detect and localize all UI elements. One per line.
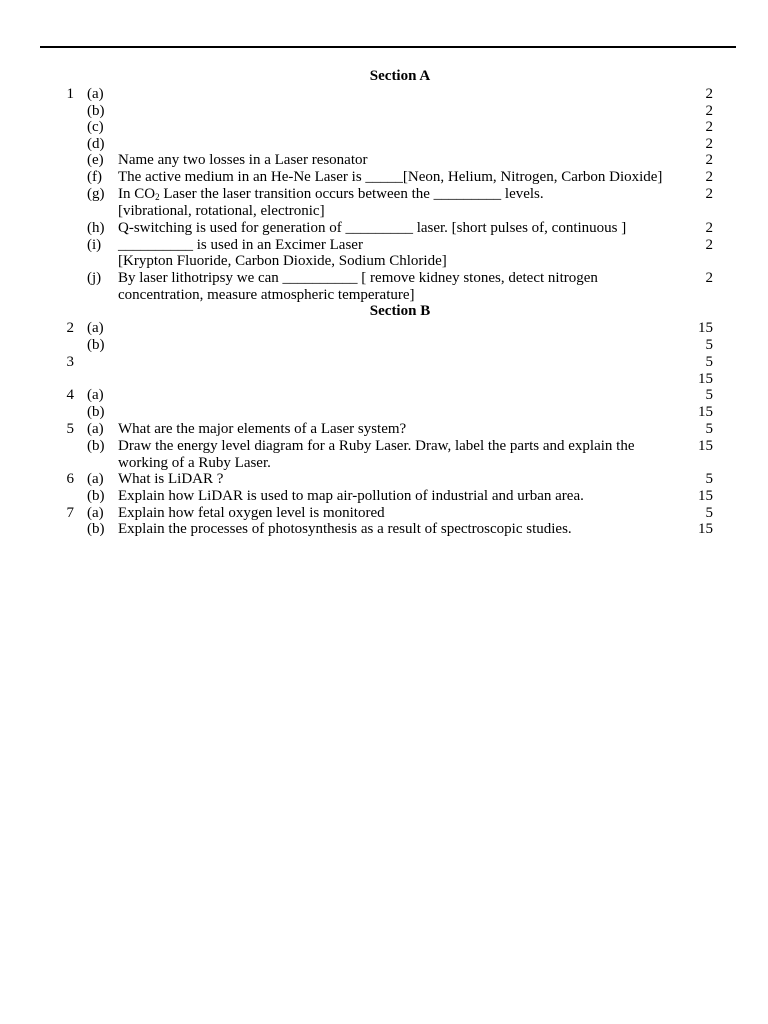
question-text: By laser lithotripsy we can __________ [ remove kidney stones, detect nitrogen [118,270,598,286]
marks: 2 [705,152,713,168]
sub-label: (e) [87,152,104,168]
question-text: The active medium in an He-Ne Laser is _____[Neon, Helium, Nitrogen, Carbon Dioxide] [118,169,663,185]
marks: 2 [705,86,713,102]
q1g-row-line2 [0,203,768,220]
marks: 2 [705,186,713,202]
marks: 5 [705,387,713,403]
sub-label: (a) [87,86,104,102]
question-text-continued: concentration, measure atmospheric temperature] [118,287,415,303]
q1h-row [0,220,768,237]
marks: 5 [705,337,713,353]
question-text: What are the major elements of a Laser system? [118,421,407,437]
sub-label: (a) [87,505,104,521]
question-text-part: In CO [118,186,156,202]
sub-label: (a) [87,387,104,403]
q1f-row [0,169,768,186]
q3-row-2 [0,371,768,388]
q2b-row [0,337,768,354]
q5a-row [0,421,768,438]
marks: 5 [705,354,713,370]
q1i-row-line2 [0,253,768,270]
q2a-row [0,320,768,337]
marks: 5 [705,421,713,437]
question-text: Explain how fetal oxygen level is monitored [118,505,385,521]
question-text: Q-switching is used for generation of _________ laser. [short pulses of, continuous ] [118,220,627,236]
q1d-row [0,136,768,153]
sub-label: (h) [87,220,105,236]
sub-label: (a) [87,320,104,336]
q3-row [0,354,768,371]
section-a-title: Section A [369,68,431,84]
question-text-continued: [Krypton Fluoride, Carbon Dioxide, Sodium Chloride] [118,253,447,269]
question-text: Explain how LiDAR is used to map air-pollution of industrial and urban area. [118,488,584,504]
q5b-row [0,438,768,455]
marks: 15 [698,521,713,537]
sub-label: (b) [87,488,105,504]
sub-label: (b) [87,404,105,420]
question-number: 6 [66,471,74,487]
section-b-title: Section B [369,303,431,319]
q1e-row [0,152,768,169]
marks: 2 [705,119,713,135]
header-rule [40,46,736,48]
marks: 15 [698,404,713,420]
marks: 15 [698,371,713,387]
sub-label: (i) [87,237,102,253]
q4b-row [0,404,768,421]
question-text: What is LiDAR ? [118,471,224,487]
q6a-row [0,471,768,488]
question-number: 1 [66,86,74,102]
marks: 2 [705,169,713,185]
q1c-row [0,119,768,136]
question-number: 5 [66,421,74,437]
sub-label: (j) [87,270,102,286]
q1g-row [0,186,768,203]
q1j-row [0,270,768,287]
marks: 2 [705,220,713,236]
subscript: 2 [155,192,160,202]
sub-label: (f) [87,169,102,185]
question-text [118,186,544,203]
sub-label: (b) [87,103,105,119]
marks: 15 [698,320,713,336]
question-number: 3 [66,354,74,370]
question-number: 7 [66,505,74,521]
sub-label: (b) [87,521,105,537]
sub-label: (d) [87,136,105,152]
q1j-row-line2 [0,287,768,304]
sub-label: (c) [87,119,104,135]
question-number: 2 [66,320,74,336]
q5b-row-line2 [0,455,768,472]
sub-label: (b) [87,438,105,454]
question-number: 4 [66,387,74,403]
sub-label: (a) [87,421,104,437]
marks: 15 [698,438,713,454]
q1a-row [0,86,768,103]
marks: 2 [705,270,713,286]
marks: 2 [705,136,713,152]
question-text: Name any two losses in a Laser resonator [118,152,368,168]
q1i-row [0,237,768,254]
question-text-continued: working of a Ruby Laser. [118,455,271,471]
q1b-row [0,103,768,120]
sub-label: (b) [87,337,105,353]
q7a-row [0,505,768,522]
question-text: Explain the processes of photosynthesis as a result of spectroscopic studies. [118,521,572,537]
question-text-continued: [vibrational, rotational, electronic] [118,203,325,219]
question-text: Draw the energy level diagram for a Ruby Laser. Draw, label the parts and explain the [118,438,635,454]
marks: 2 [705,103,713,119]
sub-label: (g) [87,186,105,202]
q7b-row [0,521,768,538]
q4a-row [0,387,768,404]
marks: 5 [705,505,713,521]
marks: 2 [705,237,713,253]
sub-label: (a) [87,471,104,487]
question-text: __________ is used in an Excimer Laser [118,237,363,253]
marks: 5 [705,471,713,487]
q6b-row [0,488,768,505]
question-text-part: Laser the laser transition occurs between the _________ levels. [159,186,544,202]
marks: 15 [698,488,713,504]
